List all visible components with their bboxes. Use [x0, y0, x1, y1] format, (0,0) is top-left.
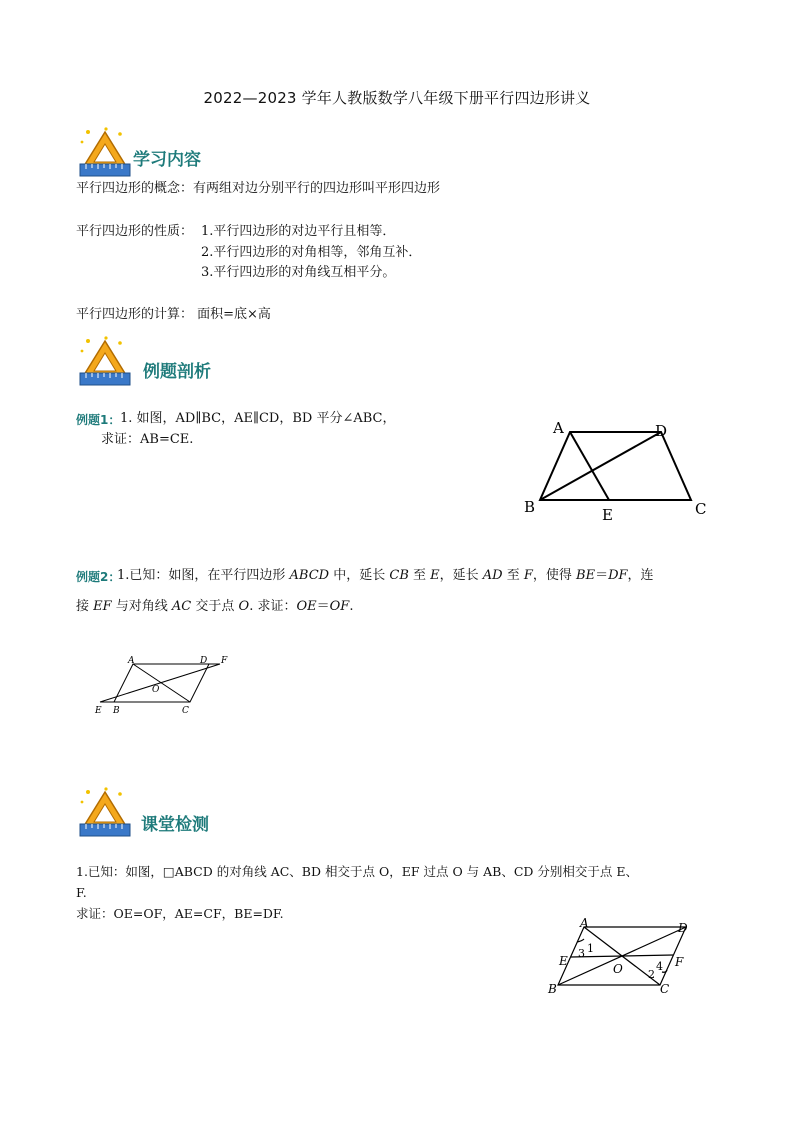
point-label-o: O	[152, 685, 160, 695]
properties-label: 平行四边形的性质：	[76, 224, 194, 239]
example1-line2: 求证：AB=CE.	[101, 432, 194, 447]
property-item: 3.平行四边形的对角线互相平分。	[201, 265, 396, 280]
point-label-a: A	[128, 656, 135, 666]
ruler-triangle-icon	[76, 124, 134, 180]
point-label-c: C	[695, 500, 707, 518]
ruler-triangle-icon	[76, 333, 134, 389]
point-label-d: D	[200, 656, 208, 666]
point-label-d: D	[678, 921, 688, 935]
example1-label: 例题1：	[76, 413, 121, 427]
exercise1-line1: 1.已知：如图，□ABCD 的对角线 AC、BD 相交于点 O，EF 过点 O 与 AB、CD 分别相交于点 E、	[76, 864, 639, 879]
calc-text: 平行四边形的计算： 面积=底×高	[76, 307, 271, 322]
point-label-e: E	[95, 706, 102, 716]
point-label-a: A	[553, 419, 564, 437]
point-label-e: E	[602, 506, 613, 522]
point-label-f: F	[221, 656, 228, 666]
example2-line2: 接 EF 与对角线 AC 交于点 O. 求证：OE＝OF.	[76, 599, 354, 614]
point-label-e: E	[559, 954, 568, 968]
point-label-a: A	[580, 916, 589, 930]
ruler-triangle-icon	[76, 784, 134, 840]
angle-label-3: 3	[578, 947, 585, 960]
point-label-f: F	[675, 955, 684, 969]
exercise1-line2: F.	[76, 885, 87, 900]
angle-label-1: 1	[587, 942, 594, 955]
point-label-c: C	[660, 982, 670, 996]
example2-label: 例题2：	[76, 570, 121, 584]
point-label-d: D	[655, 422, 668, 440]
point-label-b: B	[548, 982, 557, 996]
property-item: 2.平行四边形的对角相等，邻角互补．	[201, 245, 422, 260]
example1-figure	[515, 412, 725, 522]
example2-line1: 1.已知：如图，在平行四边形 ABCD 中，延长 CB 至 E，延长 AD 至 F，使得 BE＝DF，连	[117, 568, 654, 583]
section-heading-examples: 例题剖析	[143, 362, 211, 382]
point-label-o: O	[613, 962, 623, 976]
concept-text: 平行四边形的概念：有两组对边分别平行的四边形叫平形四边形	[76, 181, 441, 196]
exercise1-line3: 求证：OE=OF，AE=CF，BE=DF.	[76, 906, 284, 921]
angle-label-4: 4	[656, 960, 663, 973]
point-label-b: B	[524, 498, 536, 516]
section-heading-check: 课堂检测	[141, 815, 209, 835]
angle-label-2: 2	[648, 968, 655, 981]
section-heading-content: 学习内容	[133, 150, 201, 170]
page-title: 2022—2023 学年人教版数学八年级下册平行四边形讲义	[203, 89, 591, 107]
example2-figure	[92, 652, 237, 717]
property-item: 1.平行四边形的对边平行且相等．	[201, 224, 396, 239]
point-label-c: C	[182, 706, 189, 716]
point-label-b: B	[113, 706, 120, 716]
example1-line1: 1. 如图，AD∥BC，AE∥CD，BD 平分∠ABC，	[120, 411, 396, 426]
exercise1-figure	[540, 915, 700, 997]
